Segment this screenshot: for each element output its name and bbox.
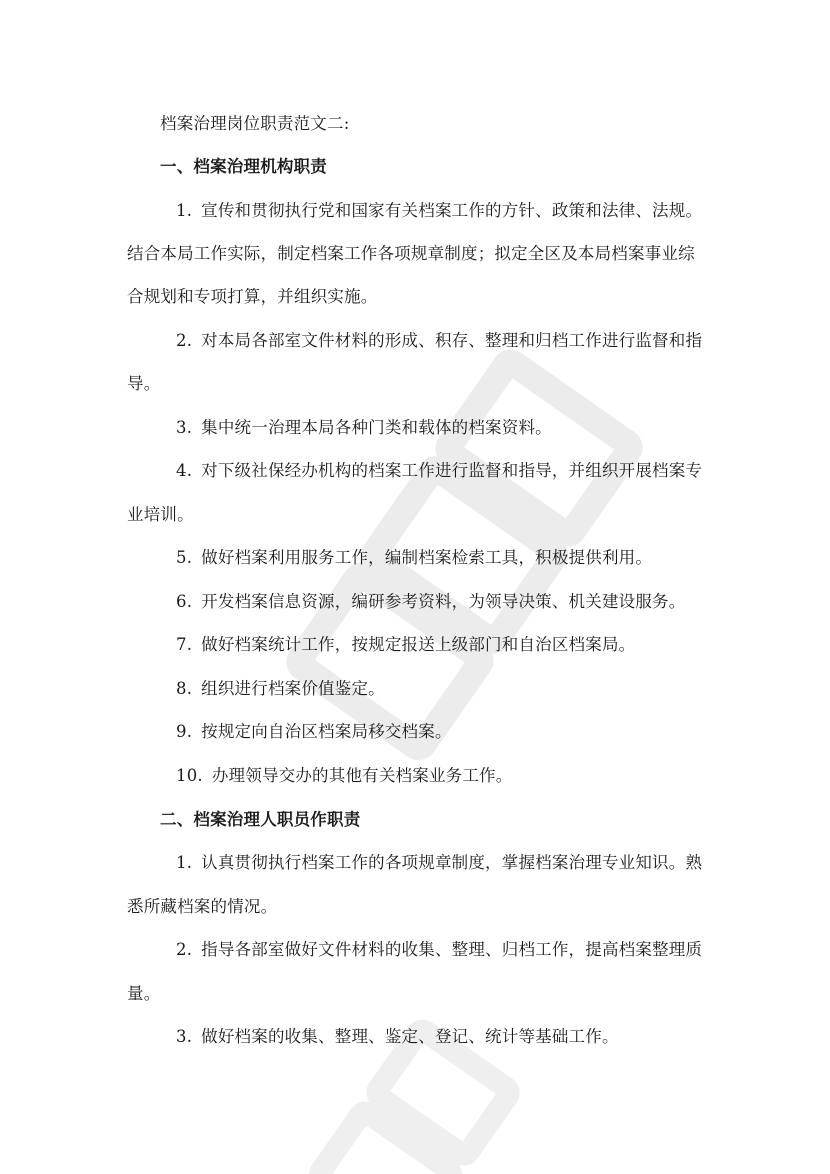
item-number: 7. <box>176 635 193 654</box>
item-number: 4. <box>176 461 193 480</box>
s1-item-1-line-1: 1. 宣传和贯彻执行党和国家有关档案工作的方针、政策和法律、法规。 <box>176 201 703 220</box>
s1-item-1-line-2: 结合本局工作实际，制定档案工作各项规章制度；拟定全区及本局档案事业综 <box>127 244 695 263</box>
s1-item-2-line-2: 导。 <box>127 374 161 393</box>
item-number: 3. <box>176 1027 193 1046</box>
s1-item-3: 3. 集中统一治理本局各种门类和载体的档案资料。 <box>176 418 552 437</box>
s1-item-2-line-1: 2. 对本局各部室文件材料的形成、积存、整理和归档工作进行监督和指 <box>176 331 703 350</box>
section-2-heading: 二、档案治理人职员作职责 <box>160 810 361 829</box>
s1-item-6: 6. 开发档案信息资源，编研参考资料，为领导决策、机关建设服务。 <box>176 592 686 611</box>
s1-item-4-line-1: 4. 对下级社保经办机构的档案工作进行监督和指导，并组织开展档案专 <box>176 461 703 480</box>
intro-text: 档案治理岗位职责范文二: <box>160 114 350 133</box>
item-number: 6. <box>176 592 193 611</box>
s2-item-2-line-2: 量。 <box>127 984 161 1003</box>
s2-item-2-line-1: 2. 指导各部室做好文件材料的收集、整理、归档工作，提高档案整理质 <box>176 940 703 959</box>
s2-item-1-line-2: 悉所藏档案的情况。 <box>127 897 278 916</box>
s1-item-8: 8. 组织进行档案价值鉴定。 <box>176 679 385 698</box>
item-number: 3. <box>176 418 193 437</box>
s1-item-1-line-3: 合规划和专项打算，并组织实施。 <box>127 287 378 306</box>
s2-item-3: 3. 做好档案的收集、整理、鉴定、登记、统计等基础工作。 <box>176 1027 619 1046</box>
item-number: 9. <box>176 722 193 741</box>
s2-item-1-line-1: 1. 认真贯彻执行档案工作的各项规章制度，掌握档案治理专业知识。熟 <box>176 853 703 872</box>
item-number: 8. <box>176 679 193 698</box>
item-number: 2. <box>176 331 193 350</box>
item-number: 5. <box>176 548 193 567</box>
s1-item-9: 9. 按规定向自治区档案局移交档案。 <box>176 722 452 741</box>
item-number: 10. <box>176 766 203 785</box>
item-number: 1. <box>176 201 193 220</box>
item-number: 2. <box>176 940 193 959</box>
s1-item-4-line-2: 业培训。 <box>127 505 194 524</box>
s1-item-5: 5. 做好档案利用服务工作，编制档案检索工具，积极提供利用。 <box>176 548 653 567</box>
s1-item-10: 10. 办理领导交办的其他有关档案业务工作。 <box>176 766 513 785</box>
section-1-heading: 一、档案治理机构职责 <box>160 157 327 176</box>
s1-item-7: 7. 做好档案统计工作，按规定报送上级部门和自治区档案局。 <box>176 635 636 654</box>
item-number: 1. <box>176 853 193 872</box>
